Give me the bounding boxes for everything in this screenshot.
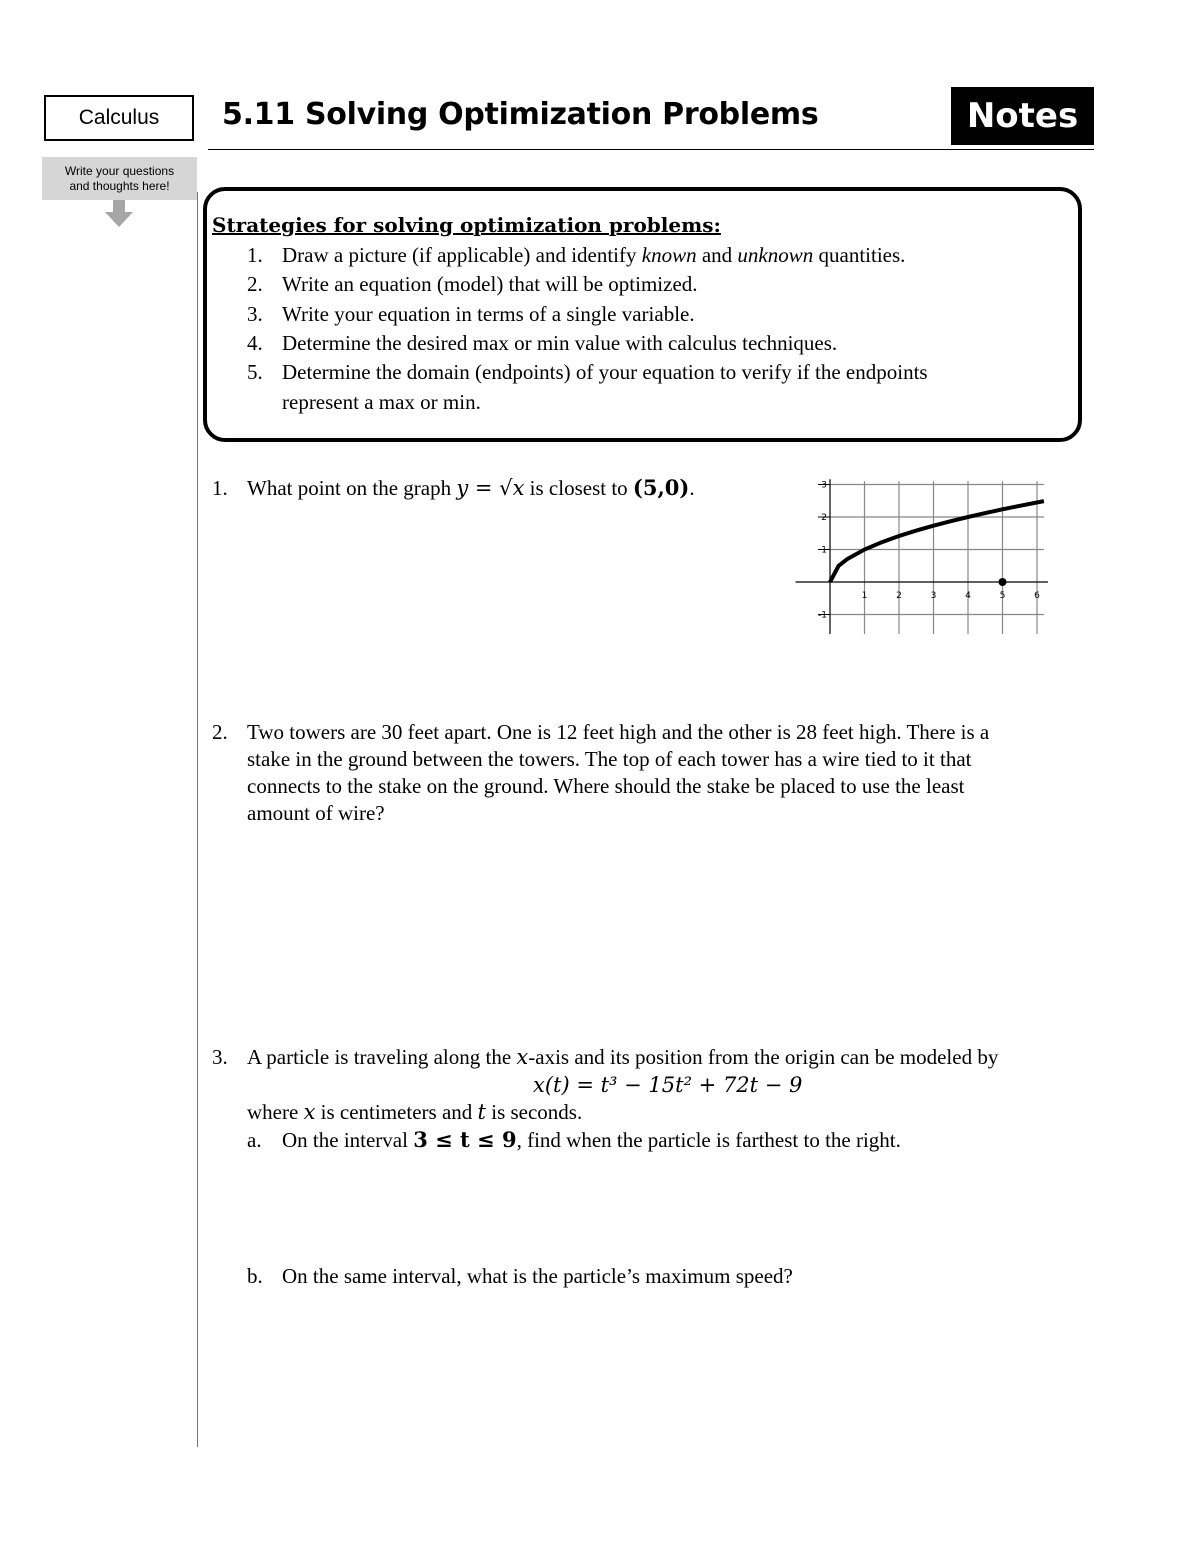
margin-note: [42, 157, 197, 200]
y-tick-label: 1: [821, 545, 827, 556]
problem-line: amount of wire?: [247, 801, 385, 825]
problem-text: is closest to: [524, 476, 633, 500]
problem-text: On the same interval, what is the particle’s maximum speed?: [282, 1264, 793, 1288]
item-text: quantities.: [813, 243, 906, 267]
course-label: Calculus: [44, 95, 194, 141]
item-number: 2.: [247, 272, 263, 296]
problem-text: , find when the particle is farthest to the right.: [516, 1128, 901, 1152]
problem-line: Two towers are 30 feet apart. One is 12 feet high and the other is 28 feet high. There is a: [247, 720, 990, 744]
margin-note-line-1: Write your questions: [64, 163, 175, 178]
item-text: Write an equation (model) that will be optimized.: [282, 272, 698, 296]
title-rule: [208, 149, 1094, 150]
item-text: Determine the desired max or min value with calculus techniques.: [282, 331, 838, 355]
problem-math: x: [516, 1045, 529, 1069]
problem-text: On the interval: [282, 1128, 414, 1152]
problem-line: connects to the stake on the ground. Where should the stake be placed to use the least: [247, 774, 965, 798]
y-tick-label: -1: [818, 610, 827, 621]
problem-line: stake in the ground between the towers. The top of each tower has a wire tied to it that: [247, 747, 972, 771]
item-number: 1.: [247, 243, 263, 267]
problem-math: t: [477, 1100, 486, 1124]
problem-text: where: [247, 1100, 304, 1124]
item-emphasis: unknown: [737, 243, 814, 267]
sqrt-curve: [830, 501, 1044, 582]
graph-axes: [796, 479, 1048, 634]
margin-divider: [197, 192, 198, 1447]
graph-ticks: [818, 481, 1040, 621]
notes-badge: Notes: [951, 87, 1094, 145]
part-label: b.: [247, 1264, 263, 1288]
item-text: and: [696, 243, 738, 267]
x-tick-label: 1: [861, 591, 868, 601]
item-emphasis: known: [641, 243, 697, 267]
down-arrow-icon: [113, 200, 125, 212]
problem-text: -axis and its position from the origin can be modeled by: [528, 1045, 999, 1069]
problem-math: y = √x: [456, 476, 525, 500]
sqrt-graph: [795, 475, 1055, 640]
x-tick-label: 4: [965, 591, 971, 601]
item-number: 5.: [247, 360, 263, 384]
page-title: 5.11 Solving Optimization Problems: [222, 97, 819, 132]
problem-text: is centimeters and: [315, 1100, 478, 1124]
item-number: 4.: [247, 331, 263, 355]
position-equation: x(t) = t³ − 15t² + 72t − 9: [533, 1073, 803, 1097]
problem-text: A particle is traveling along the: [247, 1045, 517, 1069]
problem-text: What point on the graph: [247, 476, 457, 500]
item-text-continued: represent a max or min.: [282, 390, 481, 414]
item-text: Write your equation in terms of a single variable.: [282, 302, 695, 326]
x-tick-label: 3: [930, 591, 937, 601]
problem-number: 3.: [212, 1045, 228, 1069]
part-label: a.: [247, 1128, 262, 1152]
x-tick-label: 2: [896, 591, 902, 601]
problem-number: 2.: [212, 720, 228, 744]
item-text: Determine the domain (endpoints) of your equation to verify if the endpoints: [282, 360, 928, 384]
y-tick-label: 2: [821, 513, 827, 523]
problem-text: is seconds.: [485, 1100, 583, 1124]
arrow-head-icon: [105, 212, 133, 227]
problem-math: x: [303, 1100, 316, 1124]
strategy-heading: Strategies for solving optimization problems:: [212, 213, 721, 237]
problem-number: 1.: [212, 476, 228, 500]
problem-text: .: [689, 476, 695, 500]
item-text: Draw a picture (if applicable) and identify: [282, 243, 642, 267]
item-number: 3.: [247, 302, 263, 326]
x-tick-label: 6: [1034, 591, 1040, 601]
point-5-0: [999, 578, 1007, 586]
problem-3-units: [247, 1099, 582, 1125]
problem-math: 3 ≤ t ≤ 9: [413, 1127, 517, 1152]
problem-math: (5,0): [632, 475, 690, 500]
y-tick-label: 3: [821, 480, 827, 491]
x-tick-label: 5: [999, 591, 1006, 601]
margin-note-line-2: and thoughts here!: [69, 178, 170, 193]
